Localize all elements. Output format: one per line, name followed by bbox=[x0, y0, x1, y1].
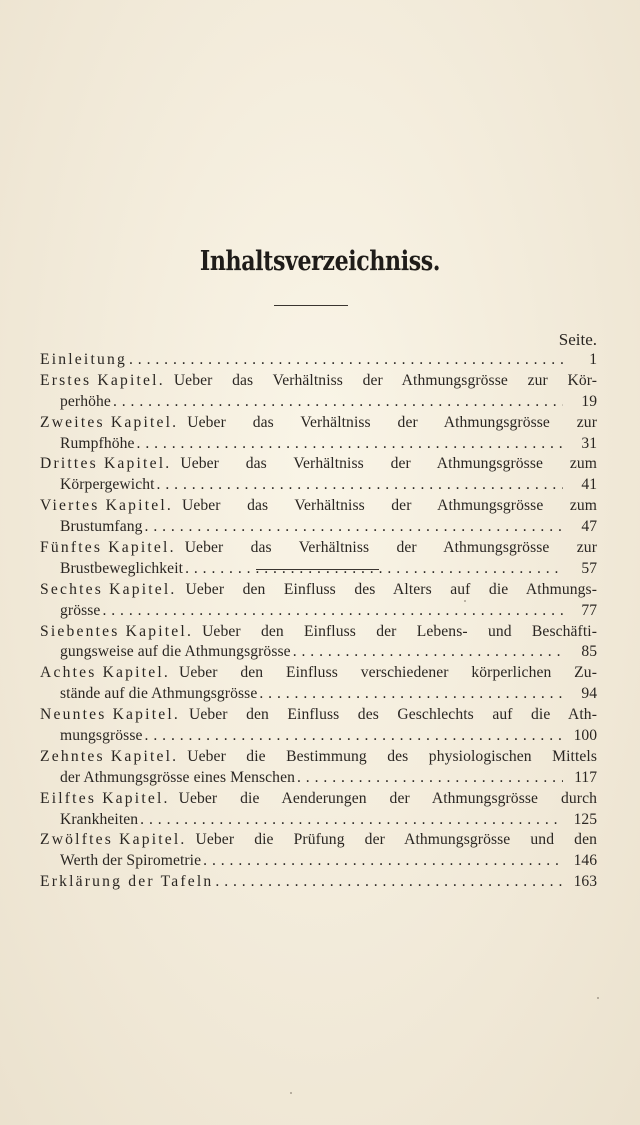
toc-entry-title: Ueber das Verhältniss der Athmungsgrösse zum bbox=[180, 455, 597, 473]
paper-fleck bbox=[464, 600, 466, 602]
toc-entry-title-continued: mungsgrösse bbox=[60, 727, 143, 745]
toc-entry bbox=[40, 496, 597, 517]
toc-entry-continuation bbox=[40, 684, 597, 705]
title-divider bbox=[274, 305, 348, 306]
dot-leader bbox=[145, 726, 563, 747]
toc-entry-continuation bbox=[40, 642, 597, 663]
toc-entry-heading: Zwölftes Kapitel. bbox=[40, 831, 187, 849]
toc-entry-title: Ueber den Einfluss des Geschlechts auf die Ath- bbox=[189, 706, 597, 724]
table-of-contents bbox=[40, 350, 597, 893]
toc-entry bbox=[40, 454, 597, 475]
dot-leader bbox=[113, 392, 563, 413]
toc-entry-title: Ueber den Einfluss der Lebens- und Beschäfti- bbox=[202, 622, 597, 640]
page-number: 94 bbox=[581, 685, 597, 703]
toc-entry-title-continued: Rumpfhöhe bbox=[60, 434, 135, 452]
toc-entry-heading: Siebentes Kapitel. bbox=[40, 622, 194, 640]
toc-entry-continuation bbox=[40, 601, 597, 622]
toc-entry-title-continued: Brustbeweglichkeit bbox=[60, 559, 184, 577]
toc-entry-title: Ueber die Bestimmung des physiologischen Mittels bbox=[187, 747, 597, 765]
toc-entry-title: Ueber die Aenderungen der Athmungsgrösse durch bbox=[178, 789, 597, 807]
dot-leader bbox=[293, 642, 563, 663]
toc-entry-title-continued: der Athmungsgrösse eines Menschen bbox=[60, 768, 295, 786]
toc-entry-title-continued: stände auf die Athmungsgrösse bbox=[60, 685, 258, 703]
toc-entry-title: Ueber die Prüfung der Athmungsgrösse und den bbox=[195, 831, 597, 849]
dot-leader bbox=[215, 872, 563, 893]
toc-entry bbox=[40, 789, 597, 810]
paper-fleck bbox=[597, 997, 599, 999]
toc-entry bbox=[40, 705, 597, 726]
dot-leader bbox=[102, 601, 563, 622]
toc-entry-title-continued: Brustumfang bbox=[60, 518, 143, 536]
dot-leader bbox=[137, 434, 563, 455]
toc-entry-heading: Erstes Kapitel. bbox=[40, 371, 165, 389]
toc-entry bbox=[40, 830, 597, 851]
end-divider bbox=[256, 569, 379, 570]
page-number: 47 bbox=[581, 518, 597, 536]
toc-entry-heading: Zweites Kapitel. bbox=[40, 413, 179, 431]
toc-entry-title: Ueber das Verhältniss der Athmungsgrösse zum bbox=[182, 497, 597, 515]
dot-leader bbox=[145, 517, 563, 538]
toc-entry-heading: Viertes Kapitel. bbox=[40, 497, 173, 515]
toc-entry-heading: Zehntes Kapitel. bbox=[40, 747, 179, 765]
toc-entry bbox=[40, 350, 597, 371]
toc-entry-continuation bbox=[40, 434, 597, 455]
toc-entry-continuation bbox=[40, 726, 597, 747]
page-number: 57 bbox=[581, 559, 597, 577]
dot-leader bbox=[157, 475, 563, 496]
toc-entry-title-continued: grösse bbox=[60, 601, 101, 619]
toc-entry-heading: Achtes Kapitel. bbox=[40, 664, 170, 682]
toc-entry-title: Ueber den Einfluss verschiedener körperlichen Zu- bbox=[179, 664, 597, 682]
dot-leader bbox=[140, 810, 563, 831]
paper-fleck bbox=[290, 1092, 292, 1094]
page-number: 117 bbox=[574, 768, 597, 786]
toc-entry-title: Ueber das Verhältniss der Athmungsgrösse zur Kör- bbox=[173, 371, 597, 389]
page-number: 41 bbox=[581, 476, 597, 494]
toc-entry bbox=[40, 747, 597, 768]
page-number: 31 bbox=[581, 434, 597, 452]
toc-entry-continuation bbox=[40, 475, 597, 496]
page-number: 146 bbox=[573, 852, 597, 870]
toc-entry-title: Ueber den Einfluss des Alters auf die Athmungs- bbox=[185, 580, 597, 598]
page-number: 85 bbox=[581, 643, 597, 661]
toc-entry bbox=[40, 622, 597, 643]
toc-entry-title-continued: perhöhe bbox=[60, 392, 111, 410]
page-number: 125 bbox=[573, 810, 597, 828]
dot-leader bbox=[259, 684, 563, 705]
page-number: 19 bbox=[581, 392, 597, 410]
toc-entry-heading: Sechtes Kapitel. bbox=[40, 580, 177, 598]
page-number: 100 bbox=[573, 727, 597, 745]
toc-entry-continuation bbox=[40, 392, 597, 413]
toc-entry-title-continued: Krankheiten bbox=[60, 810, 139, 828]
toc-entry-continuation bbox=[40, 768, 597, 789]
toc-entry-heading: Einleitung bbox=[40, 351, 127, 368]
page-column-label: Seite. bbox=[558, 330, 597, 349]
dot-leader bbox=[297, 768, 563, 789]
toc-entry-title: Ueber das Verhältniss der Athmungsgrösse zur bbox=[187, 413, 597, 431]
toc-entry-heading: Eilftes Kapitel. bbox=[40, 789, 170, 807]
page-number: 163 bbox=[573, 873, 597, 891]
page-number: 1 bbox=[589, 351, 597, 368]
dot-leader bbox=[203, 851, 563, 872]
page-number: 77 bbox=[581, 601, 597, 619]
toc-entry-continuation bbox=[40, 810, 597, 831]
page-title: Inhaltsverzeichniss. bbox=[199, 246, 441, 277]
toc-entry bbox=[40, 872, 597, 893]
dot-leader bbox=[129, 350, 563, 371]
toc-entry-title-continued: Körpergewicht bbox=[60, 476, 155, 494]
toc-entry bbox=[40, 413, 597, 434]
toc-entry bbox=[40, 663, 597, 684]
toc-entry-heading: Erklärung der Tafeln bbox=[40, 873, 214, 891]
toc-entry-title: Ueber das Verhältniss der Athmungsgrösse zur bbox=[184, 539, 597, 557]
toc-entry-heading: Neuntes Kapitel. bbox=[40, 706, 180, 724]
toc-entry-continuation bbox=[40, 517, 597, 538]
toc-entry-continuation bbox=[40, 851, 597, 872]
toc-entry bbox=[40, 580, 597, 601]
toc-entry-heading: Drittes Kapitel. bbox=[40, 455, 172, 473]
toc-entry-title-continued: gungsweise auf die Athmungsgrösse bbox=[60, 643, 291, 661]
toc-entry bbox=[40, 371, 597, 392]
toc-entry-heading: Fünftes Kapitel. bbox=[40, 539, 176, 557]
toc-entry bbox=[40, 538, 597, 559]
toc-entry-title-continued: Werth der Spirometrie bbox=[60, 852, 202, 870]
